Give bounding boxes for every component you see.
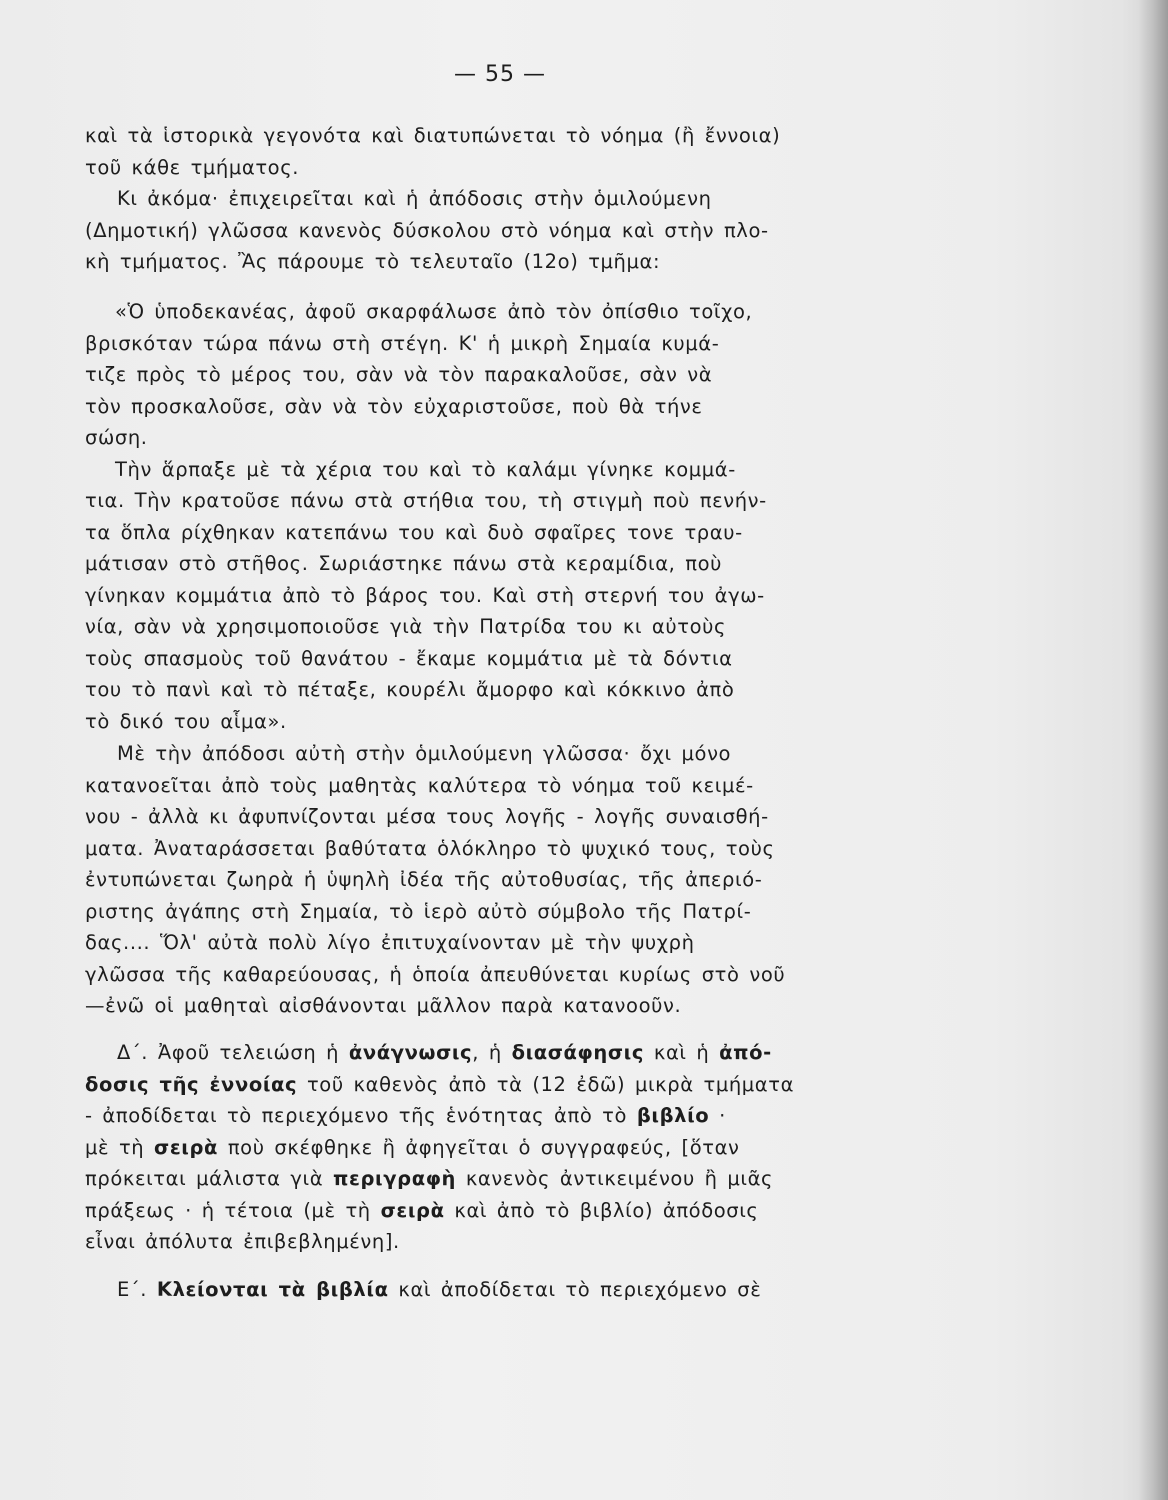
text-run: πράξεως · ἡ τέτοια (μὲ τὴ xyxy=(85,1198,381,1222)
text-line: δας.... Ὅλ' αὐτὰ πολὺ λίγο ἐπιτυχαίνονταν μὲ τὴν ψυχρὴ xyxy=(85,931,695,954)
text-run: - ἀποδίδεται τὸ περιεχόμενο τῆς ἑνότητας ἀπὸ τὸ xyxy=(85,1104,637,1127)
quoted-passage xyxy=(85,296,965,737)
bold-term: περιγραφὴ xyxy=(333,1167,457,1190)
text-line xyxy=(85,1069,965,1101)
text-run: ποὺ σκέφθηκε ἢ ἀφηγεῖται ὁ συγγραφεύς, [ὅταν xyxy=(218,1135,740,1159)
text-run: Δ΄. Ἀφοῦ τελειώση ἡ xyxy=(117,1041,349,1064)
text-line: του τὸ πανὶ καὶ τὸ πέταξε, κουρέλι ἄμορφο καὶ κόκκινο ἀπὸ xyxy=(85,678,735,701)
bold-term: βιβλίο xyxy=(636,1104,710,1127)
bold-term: δοσις τῆς ἐννοίας xyxy=(85,1072,298,1096)
text-line: «Ὁ ὑποδεκανέας, ἀφοῦ σκαρφάλωσε ἀπὸ τὸν ὀπίσθιο τοῖχο, xyxy=(115,300,753,323)
text-line xyxy=(85,1274,965,1306)
text-line: γλῶσσα τῆς καθαρεύουσας, ἡ ὁποία ἀπευθύνεται κυρίως στὸ νοῦ xyxy=(85,962,786,986)
text-line: τὸ δικό του αἷμα». xyxy=(85,709,287,733)
text-line xyxy=(85,1163,965,1195)
commentary-paragraph xyxy=(85,738,965,1022)
text-line: ριστης ἀγάπης στὴ Σημαία, τὸ ἱερὸ αὐτὸ σύμβολο τῆς Πατρί- xyxy=(85,899,752,923)
text-line: μάτισαν στὸ στῆθος. Σωριάστηκε πάνω στὰ κεραμίδια, ποὺ xyxy=(85,552,723,575)
text-line: τιζε πρὸς τὸ μέρος του, σὰν νὰ τὸν παρακαλοῦσε, σὰν νὰ xyxy=(85,363,713,386)
bold-term: σειρὰ xyxy=(380,1198,445,1222)
text-run: τοῦ καθενὸς ἀπὸ τὰ (12 ἐδῶ) μικρὰ τμήματα xyxy=(297,1072,795,1096)
text-line: ἐντυπώνεται ζωηρὰ ἡ ὑψηλὴ ἰδέα τῆς αὐτοθυσίας, τῆς ἀπεριό- xyxy=(85,868,763,891)
text-line xyxy=(85,1195,965,1227)
text-run: εἶναι ἀπόλυτα ἐπιβεβλημένη]. xyxy=(85,1230,400,1253)
section-e-paragraph xyxy=(85,1274,965,1306)
text-line xyxy=(85,1132,965,1164)
bold-term: διασάφησις xyxy=(511,1041,645,1064)
text-run: , ἡ xyxy=(472,1041,512,1064)
text-line: ματα. Ἀναταράσσεται βαθύτατα ὁλόκληρο τὸ ψυχικό τους, τοὺς xyxy=(85,836,775,860)
page-number: — 55 — xyxy=(454,62,546,87)
text-line: Κι ἀκόμα· ἐπιχειρεῖται καὶ ἡ ἀπόδοσις στὴν ὁμιλούμενη xyxy=(117,187,712,210)
text-line: γίνηκαν κομμάτια ἀπὸ τὸ βάρος του. Καὶ στὴ στερνή του ἀγω- xyxy=(85,583,765,607)
text-line: καὶ τὰ ἱστορικὰ γεγονότα καὶ διατυπώνεται τὸ νόημα (ἢ ἔννοια) xyxy=(85,124,781,147)
text-line: τια. Τὴν κρατοῦσε πάνω στὰ στήθια του, τὴ στιγμὴ ποὺ πενήν- xyxy=(85,489,767,512)
text-line: κὴ τμήματος. Ἂς πάρουμε τὸ τελευταῖο (12ο) τμῆμα: xyxy=(85,250,661,273)
section-d-paragraph xyxy=(85,1037,965,1258)
text-line: Τὴν ἅρπαξε μὲ τὰ χέρια του καὶ τὸ καλάμι γίνηκε κομμά- xyxy=(115,457,736,481)
text-line: τοὺς σπασμοὺς τοῦ θανάτου - ἔκαμε κομμάτια μὲ τὰ δόντια xyxy=(85,646,733,670)
text-line xyxy=(85,1226,965,1258)
text-run: καὶ ἀπὸ τὸ βιβλίο) ἀπόδοσις xyxy=(444,1198,759,1222)
text-run: καὶ ἀποδίδεται τὸ περιεχόμενο σὲ xyxy=(388,1278,762,1301)
bold-term: ἀπό- xyxy=(719,1041,772,1064)
text-line: κατανοεῖται ἀπὸ τοὺς μαθητὰς καλύτερα τὸ νόημα τοῦ κειμέ- xyxy=(85,773,754,797)
text-run: καὶ ἡ xyxy=(644,1041,720,1064)
text-line: βρισκόταν τώρα πάνω στὴ στέγη. Κ' ἡ μικρὴ Σημαία κυμά- xyxy=(85,331,720,355)
bold-term: Κλείονται τὰ βιβλία xyxy=(156,1278,389,1301)
text-line xyxy=(85,1037,965,1069)
bold-term: ἀνάγνωσις xyxy=(348,1041,473,1064)
intro-paragraphs xyxy=(85,120,965,278)
bold-term: σειρὰ xyxy=(154,1135,219,1159)
text-line: τὸν προσκαλοῦσε, σὰν νὰ τὸν εὐχαριστοῦσε, ποὺ θὰ τήνε xyxy=(85,394,703,418)
text-line: σώση. xyxy=(85,426,148,449)
text-line: —ἐνῶ οἱ μαθηταὶ αἰσθάνονται μᾶλλον παρὰ κατανοοῦν. xyxy=(85,994,682,1017)
text-line: Μὲ τὴν ἀπόδοσι αὐτὴ στὴν ὁμιλούμενη γλῶσσα· ὄχι μόνο xyxy=(117,742,732,765)
text-run: μὲ τὴ xyxy=(85,1135,155,1159)
text-line: νία, σὰν νὰ χρησιμοποιοῦσε γιὰ τὴν Πατρίδα του κι αὐτοὺς xyxy=(85,615,727,638)
text-run: · xyxy=(709,1104,726,1127)
text-line xyxy=(85,1100,965,1132)
text-line: (Δημοτική) γλῶσσα κανενὸς δύσκολου στὸ νόημα καὶ στὴν πλο- xyxy=(85,218,769,242)
text-line: τα ὅπλα ρίχθηκαν κατεπάνω του καὶ δυὸ σφαῖρες τονε τραυ- xyxy=(85,520,743,544)
text-run: Ε΄. xyxy=(117,1278,157,1301)
text-line: νου - ἀλλὰ κι ἀφυπνίζονται μέσα τους λογῆς - λογῆς συναισθή- xyxy=(85,805,769,828)
text-run: κανενὸς ἀντικειμένου ἢ μιᾶς xyxy=(456,1167,774,1190)
page-edge-shadow xyxy=(1138,0,1168,1500)
text-line: τοῦ κάθε τμήματος. xyxy=(85,155,300,179)
text-run: πρόκειται μάλιστα γιὰ xyxy=(85,1167,334,1190)
